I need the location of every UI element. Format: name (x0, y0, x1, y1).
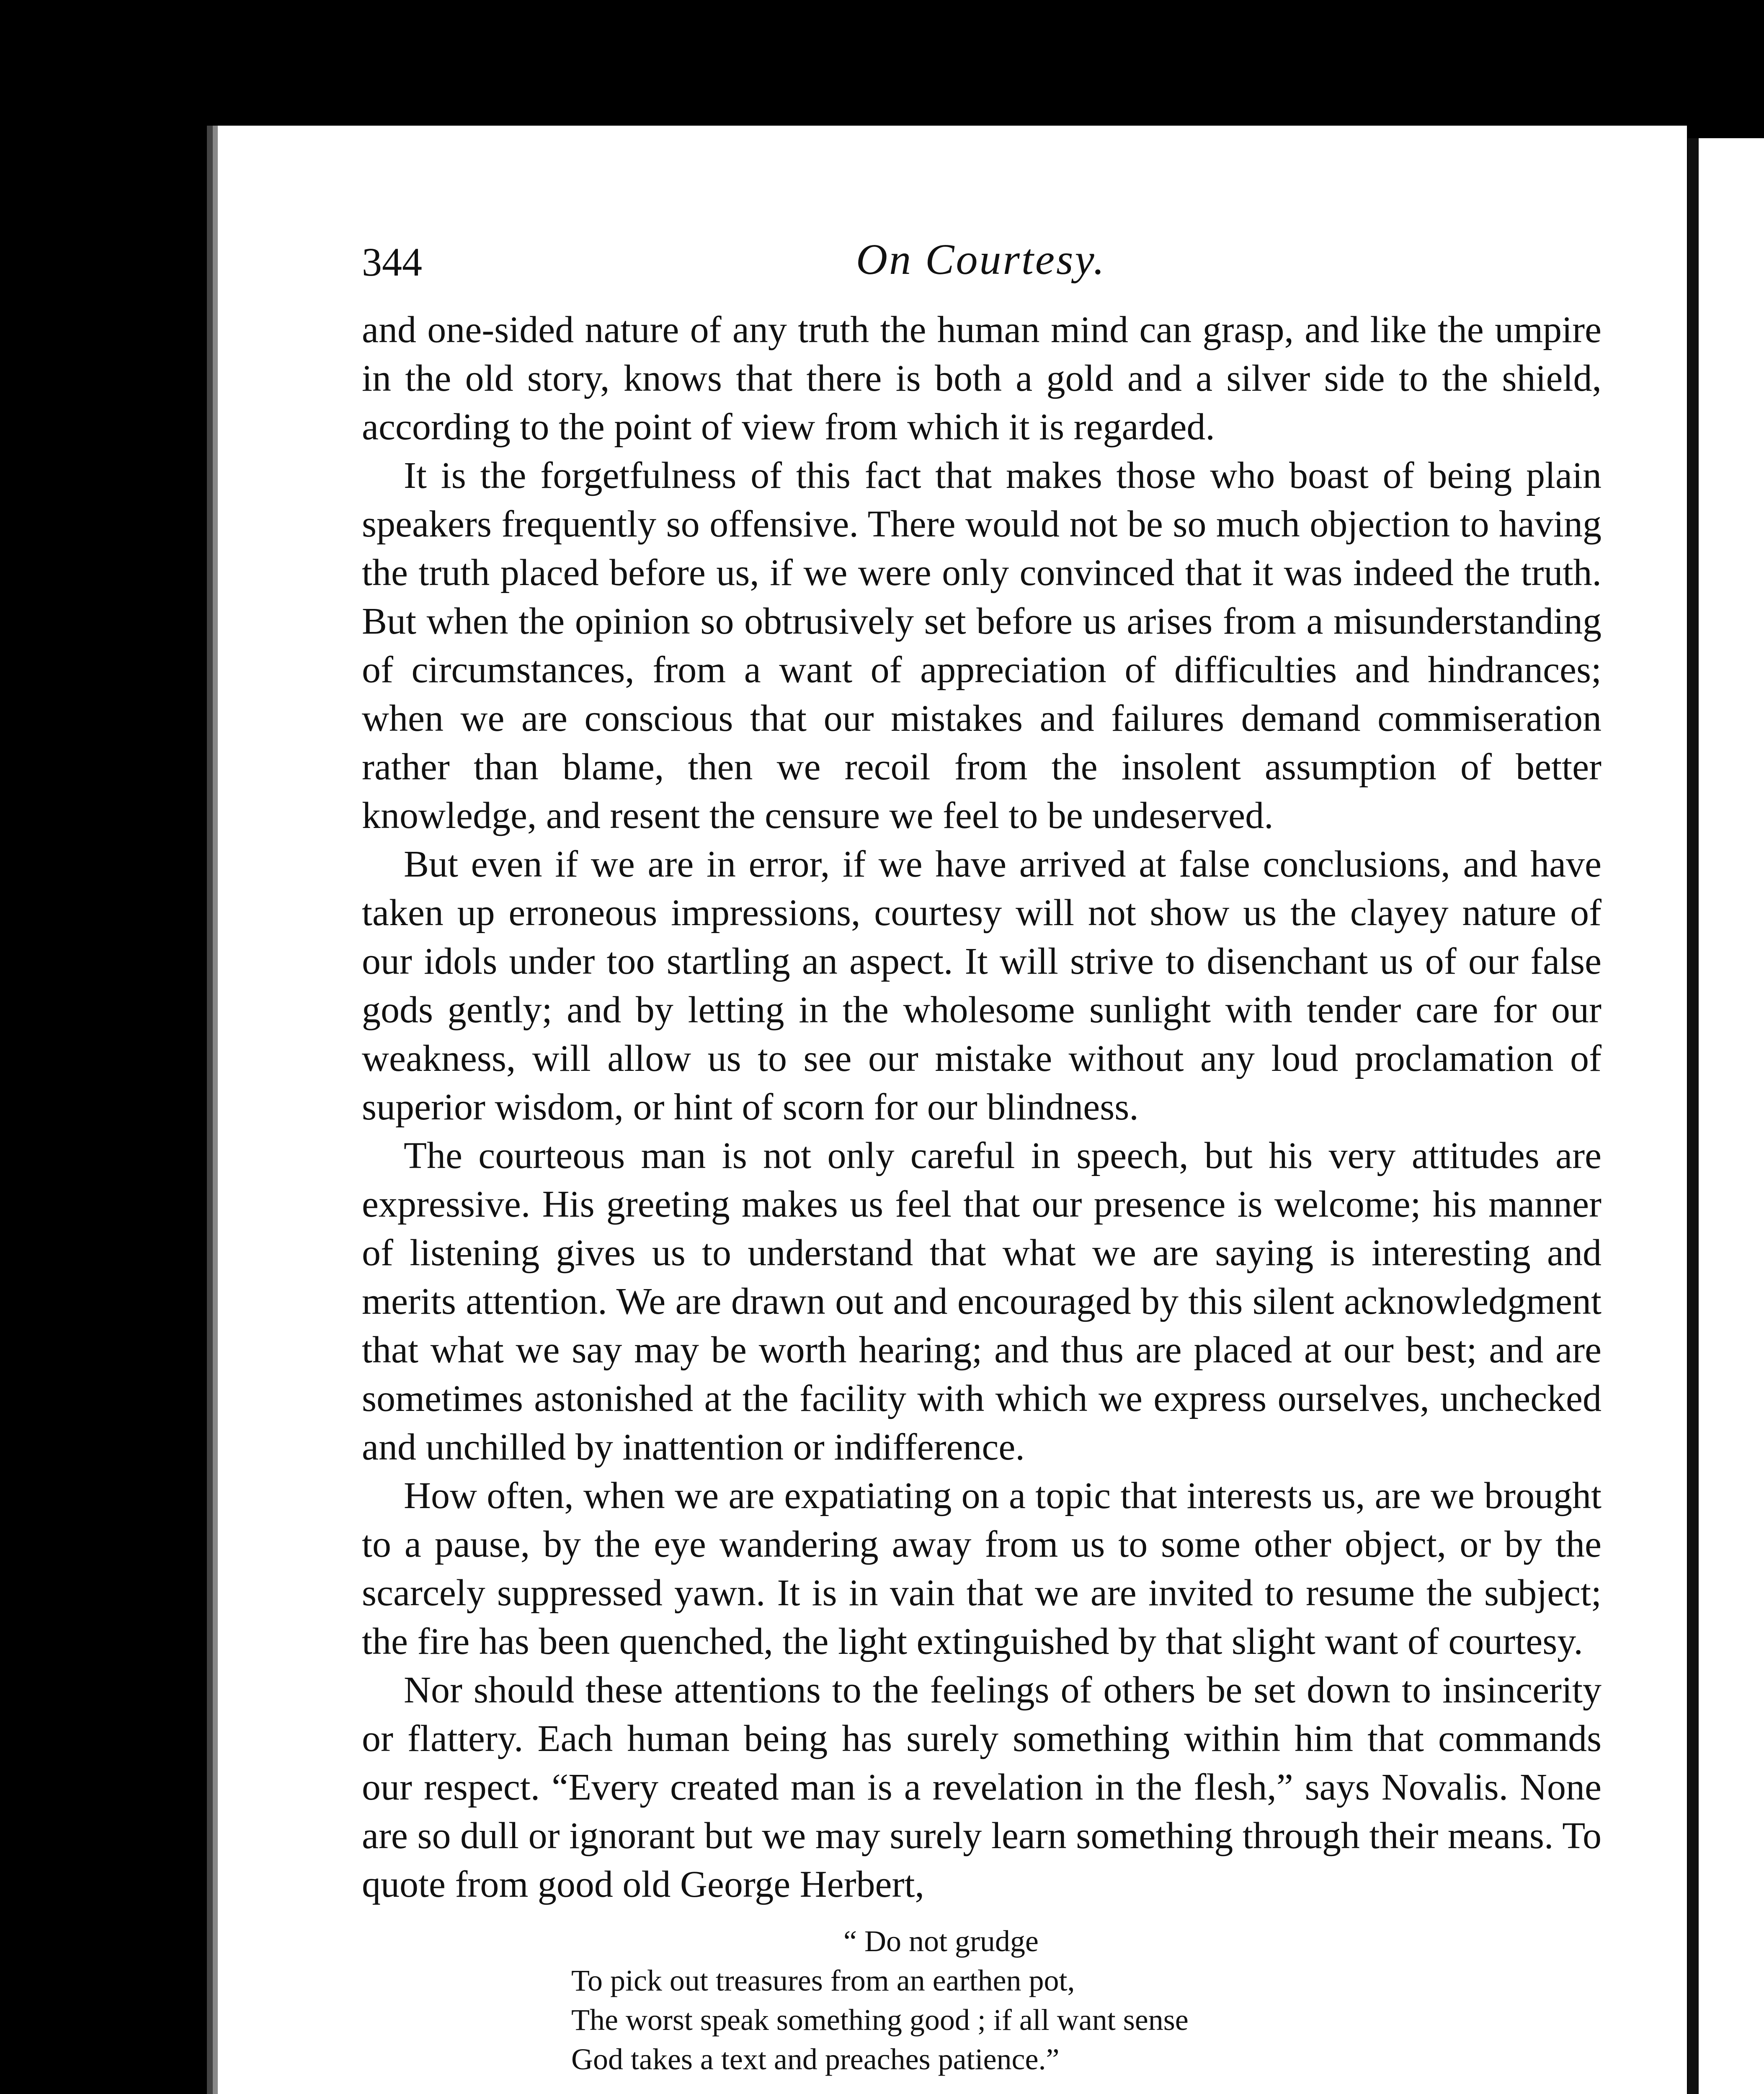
paragraph: The courteous man is not only careful in speech, but his very attitudes are expressive. His greeting makes us feel that our presence is welcome; his manner of listening gives us to understand that what we are saying is interesting and merits attention. We are drawn out and encouraged by this silent acknowledgment that what we say may be worth hearing; and thus are placed at our best; and are sometimes astonished at the facility with which we express ourselves, unchecked and unchilled by inattention or indifference. (362, 1135, 1602, 1468)
paragraph: Nor should these attentions to the feelings of others be set down to insincerity or flattery. Each human being has surely something within him that commands our respect. “Every created man is a revelation in the flesh,” says Novalis. None are so dull or ignorant but we may surely learn something through their means. To quote from good old George Herbert, (362, 1669, 1602, 1905)
paragraph: and one-sided nature of any truth the human mind can grasp, and like the umpire in the old story, knows that there is both a gold and a silver side to the shield, according to the point of view from which it is regarded. (362, 309, 1602, 448)
paragraph: But even if we are in error, if we have arrived at false conclusions, and have taken up erroneous impressions, courtesy will not show us the clayey nature of our idols under too startling an aspect. It will strive to disenchant us of our false gods gently; and by letting in the wholesome sunlight with tender care for our weakness, will allow us to see our mistake without any loud proclamation of superior wisdom, or hint of scorn for our blindness. (362, 843, 1602, 1128)
book-page (207, 126, 1687, 2094)
poem-quotation (571, 1921, 1602, 2079)
paragraph: How often, when we are expatiating on a topic that interests us, are we brought to a pause, by the eye wandering away from us to some other object, or by the scarcely suppressed yawn. It is in vain that we are invited to resume the subject; the fire has been quenched, the light extinguished by that slight want of courtesy. (362, 1475, 1602, 1662)
poem-line: “ Do not grudge (843, 1924, 1039, 1958)
page-header (362, 235, 1568, 297)
page-number: 344 (362, 240, 422, 284)
paragraph: It is the forgetfulness of this fact that makes those who boast of being plain speakers frequently so offensive. There would not be so much objection to having the truth placed before us, if we were only convinced that it was indeed the truth. But when the opinion so obtrusively set before us arises from a misunderstanding of circumstances, from a want of appreciation of difficulties and hindrances; when we are conscious that our mistakes and failures demand commiseration rather than blame, then we recoil from the insolent assumption of better knowledge, and resent the censure we feel to be undeserved. (362, 455, 1602, 836)
poem-line: God takes a text and preaches patience.” (571, 2042, 1060, 2076)
poem-line: The worst speak something good ; if all want sense (571, 2003, 1189, 2037)
body-text (362, 306, 1602, 2094)
poem-line: To pick out treasures from an earthen pot, (571, 1964, 1075, 1997)
running-title: On Courtesy. (856, 235, 1106, 284)
facing-page-edge (1688, 138, 1764, 2094)
